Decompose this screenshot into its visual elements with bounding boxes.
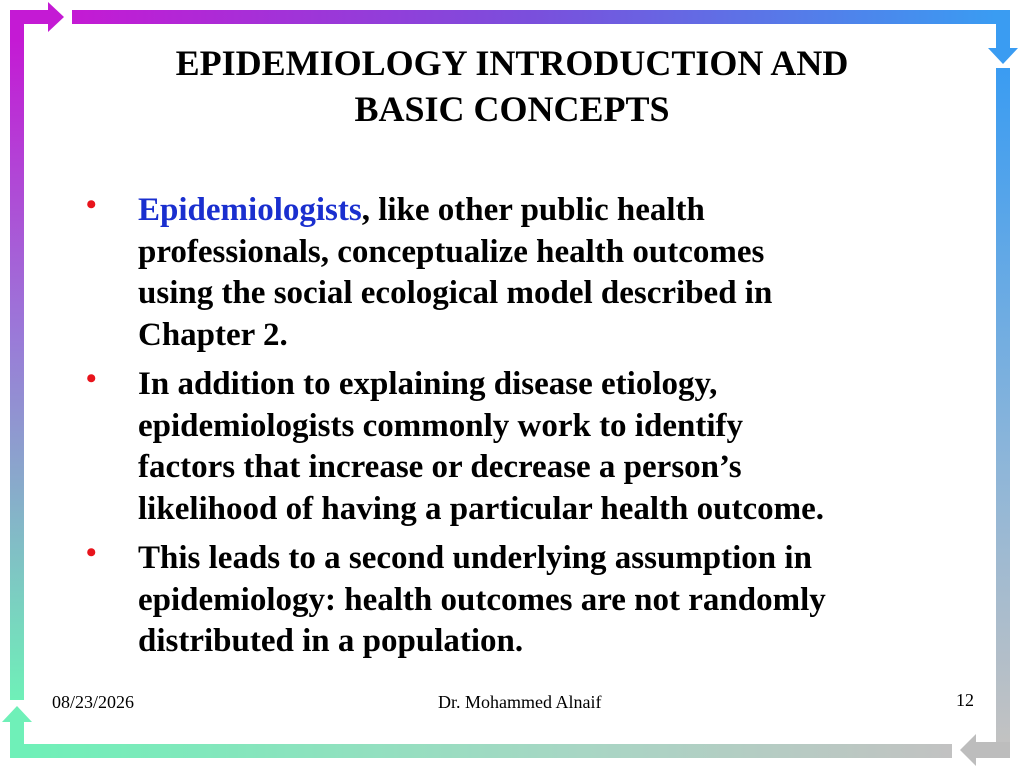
frame-left-bar: [10, 40, 24, 700]
slide-title: [100, 40, 924, 132]
bullet-1-line-1-rest: , like other public health: [361, 192, 705, 228]
bullet-3-line-1: This leads to a second underlying assumption in: [138, 540, 812, 576]
frame-right-bar: [996, 68, 1010, 742]
bullet-dot-icon: •: [86, 362, 97, 395]
bullet-item-1: [80, 190, 960, 356]
highlight-term: Epidemiologists: [138, 192, 362, 228]
corner-arrow-top-left-icon: [10, 2, 64, 40]
footer-author: Dr. Mohammed Alnaif: [438, 692, 602, 712]
bullet-2-line-1: In addition to explaining disease etiology,: [138, 366, 718, 402]
bullet-1-line-4: Chapter 2.: [138, 316, 288, 353]
slide-title-line-1: EPIDEMIOLOGY INTRODUCTION AND: [175, 43, 849, 83]
bullet-3-line-2: epidemiology: health outcomes are not randomly: [138, 581, 826, 618]
frame-top-bar: [72, 10, 996, 24]
bullet-item-2: [80, 364, 960, 530]
bullet-dot-icon: •: [86, 188, 97, 221]
bullet-1-line-2: professionals, conceptualize health outcomes: [138, 233, 765, 270]
bullet-list: [80, 190, 960, 671]
corner-arrow-bottom-left-icon: [2, 706, 32, 758]
bullet-2-line-4: likelihood of having a particular health outcome.: [138, 490, 825, 527]
slide-title-line-2: BASIC CONCEPTS: [354, 89, 670, 129]
frame-bottom-bar: [28, 744, 952, 758]
footer-date: 08/23/2026: [52, 692, 135, 712]
bullet-1-line-3: using the social ecological model described in: [138, 275, 773, 311]
slide-number: 12: [956, 690, 974, 710]
bullet-1-line-1: [138, 190, 960, 232]
bullet-dot-icon: •: [86, 536, 97, 569]
bullet-item-3: [80, 538, 960, 663]
bullet-3-line-3: distributed in a population.: [138, 623, 524, 659]
bullet-2-line-3: factors that increase or decrease a person’s: [138, 449, 742, 485]
bullet-2-line-2: epidemiologists commonly work to identify: [138, 407, 743, 444]
